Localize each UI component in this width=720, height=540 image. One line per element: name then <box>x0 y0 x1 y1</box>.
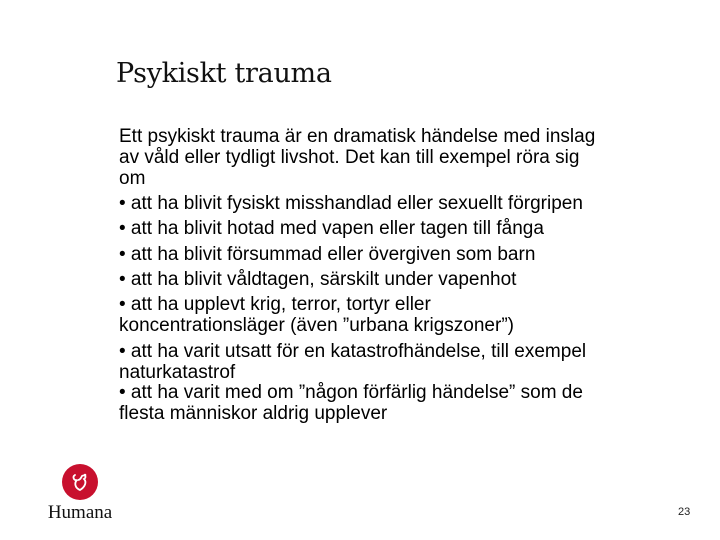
logo-text: Humana <box>47 502 113 523</box>
bullet-item <box>119 244 679 265</box>
bullet-item <box>119 269 679 290</box>
bullet-item <box>119 341 679 383</box>
bullet-item <box>119 382 679 424</box>
bullet-line: • att ha blivit hotad med vapen eller tagen till fånga <box>119 218 544 239</box>
bullet-line: koncentrationsläger (även ”urbana krigszoner”) <box>119 315 514 336</box>
intro-paragraph <box>119 126 679 189</box>
bullet-line: • att ha blivit våldtagen, särskilt under vapenhot <box>119 269 517 290</box>
humana-logo <box>45 464 115 524</box>
slide-title: Psykiskt trauma <box>116 58 332 89</box>
bullet-item <box>119 218 679 239</box>
heart-logo-icon <box>62 464 98 500</box>
intro-line: av våld eller tydligt livshot. Det kan till exempel röra sig <box>119 147 580 168</box>
bullet-line: • att ha upplevt krig, terror, tortyr eller <box>119 294 431 315</box>
bullet-item <box>119 193 679 214</box>
bullet-item <box>119 294 679 336</box>
intro-line: om <box>119 168 146 189</box>
bullet-line: flesta människor aldrig upplever <box>119 403 388 424</box>
intro-line: Ett psykiskt trauma är en dramatisk händelse med inslag <box>119 126 596 147</box>
bullet-line: naturkatastrof <box>119 362 236 383</box>
bullet-line: • att ha blivit fysiskt misshandlad eller sexuellt förgripen <box>119 193 583 214</box>
bullet-line: • att ha varit utsatt för en katastrofhändelse, till exempel <box>119 341 587 362</box>
bullet-line: • att ha varit med om ”någon förfärlig händelse” som de <box>119 382 583 403</box>
page-number: 23 <box>678 506 691 518</box>
bullet-line: • att ha blivit försummad eller övergiven som barn <box>119 244 536 265</box>
